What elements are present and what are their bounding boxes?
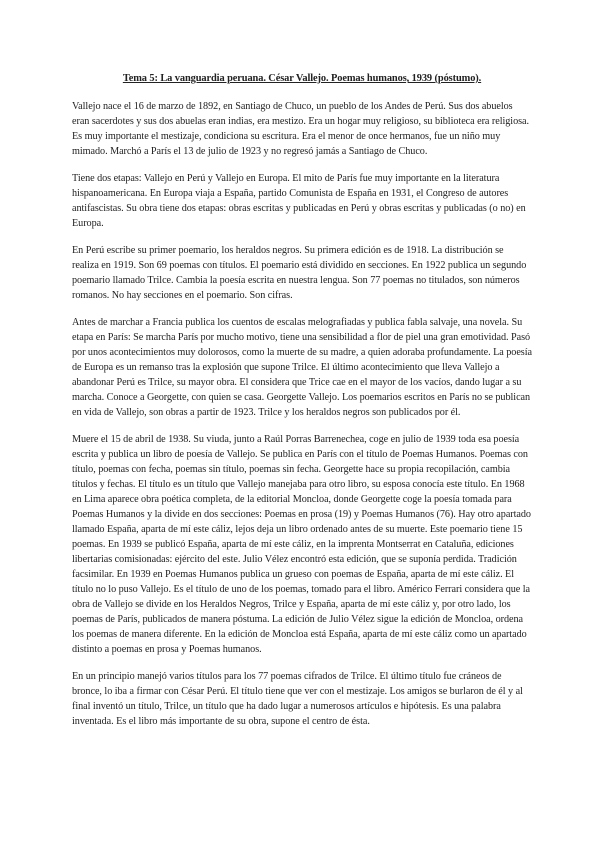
paragraph-peru: En Perú escribe su primer poemario, los heraldos negros. Su primera edición es de 1918. La distribución se realiza en 1919. Son 69 poemas con títulos. El poemario está dividido en secciones. En 1922 publica un segundo poemario llamado Trilce. Cambia la poesía escrita en nuestra lengua. Son 77 poemas no titulados, son números romanos. No hay secciones en el poemario. Son cifras. — [72, 245, 527, 301]
document-title: Tema 5: La vanguardia peruana. César Vallejo. Poemas humanos, 1939 (póstumo). — [122, 73, 482, 84]
paragraph-death-editions: Muere el 15 de abril de 1938. Su viuda, junto a Raúl Porras Barrenechea, coge en julio de 1939 toda esa poesía escrita y publica un libro de poesía de Vallejo. Se publica en París con el título de Poemas Humanos. Poemas con título, poemas con fecha, poemas sin título, poemas sin fecha. Georgette hace su propia recopilación, cambia títulos y fechas. El título es un título que Vallejo manejaba para otro libro, su esposa conocía este título. En 1968 en Lima aparece obra poética completa, de la editorial Moncloa, donde Georgette coge la poesía tomada para Poemas Humanos y la divide en dos secciones: Poemas en prosa (19) y Poemas Humanos (76). Hay otro apartado llamado España, aparta de mí este cáliz, lejos deja un libro ordenado antes de su muerte. Este poemario tiene 15 poemas. En 1939 se publicó España, aparta de mí este cáliz, en la imprenta Montserrat en Cataluña, ediciones libertarias comisionadas: ejército del este. Julio Vélez encontró esta edición, que se suponía perdida. Tradición facsimilar. En 1939 en Poemas Humanos publica un grueso con poemas de España, aparta de mí este cáliz. El título no lo puso Vallejo. Es el título de uno de los poemas, tomado para el libro. Américo Ferrari considera que la obra de Vallejo se divide en los Heraldos Negros, Trilce y España, aparta de mí este cáliz y, por otro lado, los poemas de París, publicados de manera póstuma. La edición de Julio Vélez sigue la edición de Moncloa, ordena los poemas de manera diferente. En la edición de Moncloa está España, aparta de mí este cáliz como un apartado distinto a poemas en prosa y Poemas humanos. — [72, 434, 531, 655]
document-page — [72, 72, 532, 741]
paragraph-biography: Vallejo nace el 16 de marzo de 1892, en Santiago de Chuco, un pueblo de los Andes de Perú. Sus dos abuelos eran sacerdotes y sus dos abuelas eran indias, era mestizo. Era un hogar muy religioso, su biblioteca era religiosa. Es muy importante el mestizaje, condiciona su escritura. Era el menor de once hermanos, fue un niño muy mimado. Marchó a París el 13 de julio de 1923 y no regresó jamás a Santiago de Chuco. — [72, 101, 530, 157]
paragraph-stages: Tiene dos etapas: Vallejo en Perú y Vallejo en Europa. El mito de París fue muy importante en la literatura hispanoamericana. En Europa viaja a España, partido Comunista de España en 1931, el Congreso de autores antifascistas. Su obra tiene dos etapas: obras escritas y publicadas en Perú y obras escritas y publicadas (o no) en Europa. — [72, 173, 526, 229]
paragraph-trilce-title: En un principio manejó varios títulos para los 77 poemas cifrados de Trilce. El último título fue cráneos de bronce, lo iba a firmar con César Perú. El título tiene que ver con el mestizaje. Los amigos se burlaron de él y al final inventó un título, Trilce, un título que ha dado lugar a numerosos artículos e hipótesis. Es una palabra inventada. Es el libro más importante de su obra, supone el centro de ésta. — [72, 671, 523, 727]
paragraph-paris: Antes de marchar a Francia publica los cuentos de escalas melografiadas y publica fabla salvaje, una novela. Su etapa en París: Se marcha París por mucho motivo, tiene una sensibilidad a flor de piel una gran emotividad. Pasó por unos acontecimientos muy dolorosos, como la muerte de su madre, a quien adoraba profundamente. La poesía de Europa es un remanso tras la explosión que supone Trilce. El último acontecimiento que lleva Vallejo a abandonar Perú es Trilce, su mayor obra. El considera que Trice cae en el mayor de los vacíos, dando lugar a su marcha. Conoce a Georgette, con quien se casa. Georgette Vallejo. Los poemarios escritos en París no se publican en vida de Vallejo, son obras a partir de 1923. Trilce y los heraldos negros son publicados por él. — [72, 317, 532, 418]
